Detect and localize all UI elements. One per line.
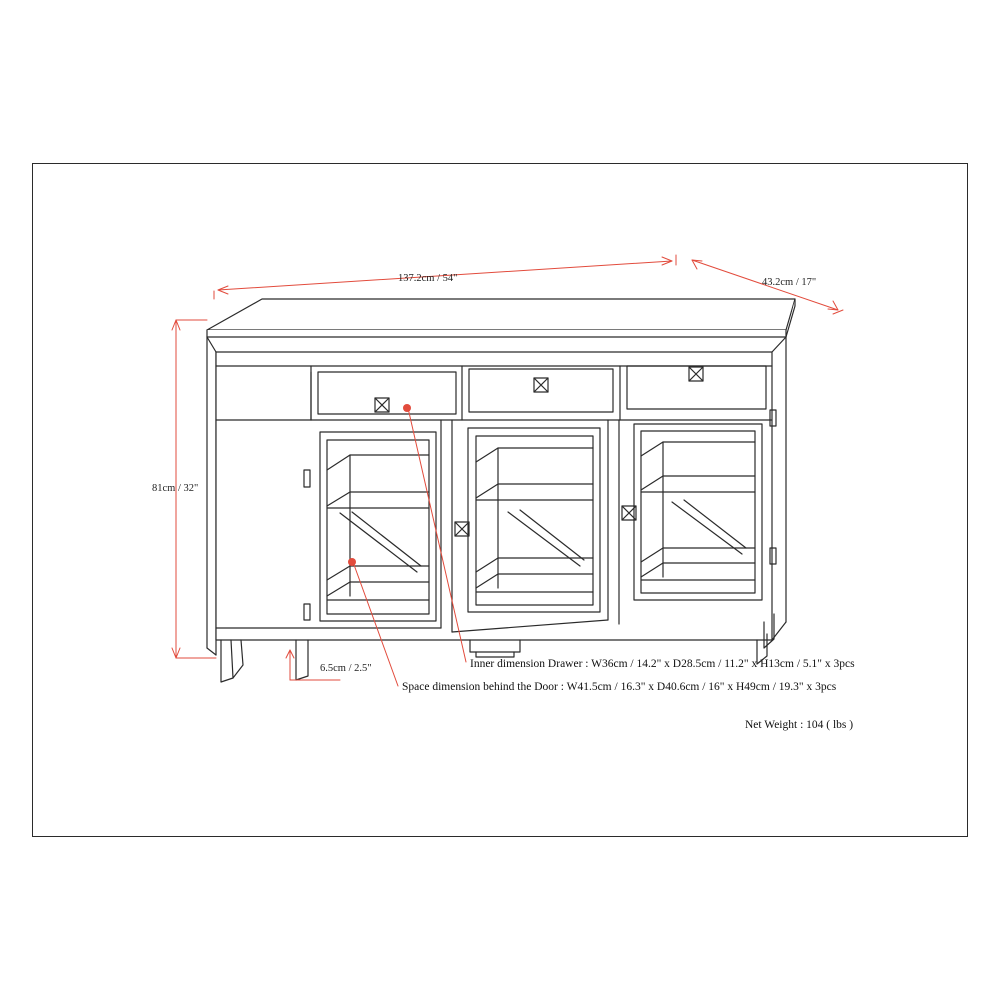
dimension-depth-label: 43.2cm / 17" <box>762 277 817 288</box>
callout-drawer-dimension: Inner dimension Drawer : W36cm / 14.2" x D28.5cm / 11.2" x H13cm / 5.1" x 3pcs <box>470 658 855 670</box>
dimension-width-label: 137.2cm / 54" <box>398 273 458 284</box>
dimension-leg-height-label: 6.5cm / 2.5" <box>320 663 372 674</box>
net-weight-label: Net Weight : 104 ( lbs ) <box>745 719 854 731</box>
dimension-height-label: 81cm / 32" <box>152 483 199 494</box>
callout-door-space-dimension: Space dimension behind the Door : W41.5cm / 16.3" x D40.6cm / 16" x H49cm / 19.3" x 3pcs <box>402 681 837 693</box>
diagram-border <box>32 163 968 837</box>
